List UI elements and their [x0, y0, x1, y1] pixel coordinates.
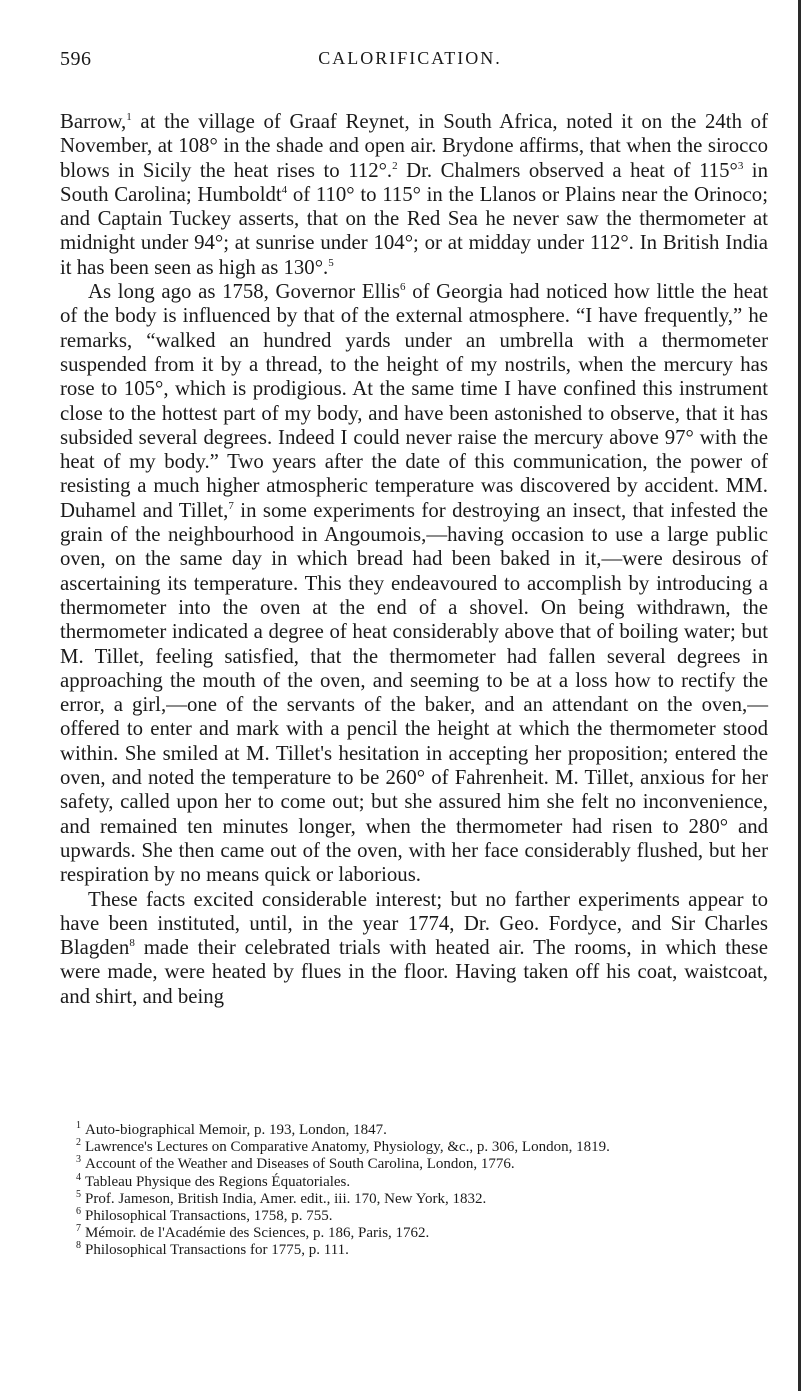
footnote	[60, 1188, 768, 1208]
footnote-ref: 2	[392, 159, 398, 172]
text-run: Barrow,	[60, 110, 127, 133]
footnote-ref: 8	[129, 937, 135, 950]
paragraph	[60, 110, 768, 280]
text-run: Dr. Chalmers observed a heat of 115°	[397, 158, 738, 182]
footnote-ref: 7	[228, 499, 234, 512]
footnote-ref: 4	[281, 183, 288, 196]
footnote-text: Tableau Physique des Regions Équatoriales.	[85, 1173, 351, 1190]
text-run: These facts excited considerable interest; but no farther experiments appear to have been instituted, until, in the year 1774, Dr. Geo. Fordyce, and Sir Charles Blagden	[60, 887, 768, 960]
footnote	[60, 1139, 768, 1156]
footnote-text: Mémoir. de l'Académie des Sciences, p. 186, Paris, 1762.	[85, 1225, 430, 1242]
footnote	[60, 1242, 768, 1259]
footnote-mark: 7	[76, 1223, 81, 1235]
footnote-ref: 5	[328, 256, 334, 269]
footnote	[60, 1171, 768, 1191]
footnote-ref: 6	[400, 281, 406, 294]
footnote-text: Lawrence's Lectures on Comparative Anatomy, Physiology, &c., p. 306, London, 1819.	[85, 1139, 610, 1156]
footnote	[60, 1122, 768, 1139]
footnote-text: Philosophical Transactions, 1758, p. 755.	[85, 1208, 333, 1225]
footnote-ref: 1	[126, 111, 132, 124]
footnote	[60, 1208, 768, 1225]
page-number: 596	[60, 48, 92, 70]
text-run: of Georgia had noticed how little the heat of the body is influenced by that of the external atmosphere. “I have frequently,” he remarks, “walked an hundred yards under an umbrella with a thermometer suspended from it by a thread, to the height of my nostrils, when the mercury has rose to 105°, which is prodigious. At the same time I have confined this instrument close to the hottest part of my body, and have been astonished to observe, that it has subsided several degrees. Indeed I could never raise the mercury above 97° with the heat of my body.” Two years after the date of this communication, the power of resisting a much higher atmospheric temperature was discovered by accident. MM. Duhamel and Tillet,	[60, 280, 768, 522]
footnote-ref: 3	[737, 159, 744, 172]
running-title: CALORIFICATION.	[318, 48, 502, 68]
footnote-text: Account of the Weather and Diseases of South Carolina, London, 1776.	[85, 1156, 515, 1173]
footnote-mark: 3	[76, 1154, 81, 1166]
paragraph	[60, 888, 768, 1009]
footnote-mark: 8	[76, 1240, 81, 1252]
body-text	[60, 110, 768, 1009]
footnote-mark: 2	[76, 1137, 81, 1149]
footnote-mark: 1	[76, 1120, 81, 1131]
page-header	[60, 48, 760, 78]
text-run: made their celebrated trials with heated air. The rooms, in which these were made, were heated by flues in the floor. Having taken off his coat, waistcoat, and shirt, and being	[60, 936, 768, 1008]
footnote-text: Prof. Jameson, British India, Amer. edit., iii. 170, New York, 1832.	[85, 1190, 487, 1207]
footnote-mark: 6	[76, 1206, 81, 1218]
text-run: in some experiments for destroying an insect, that infested the grain of the neighbourhood in Angoumois,—having occasion to use a large public oven, on the same day in which bread had been baked in it,—were desirous of ascertaining its temperature. This they endeavoured to accomplish by introducing a thermometer into the oven at the end of a shovel. On being withdrawn, the thermometer indicated a degree of heat considerably above that of boiling water; but M. Tillet, feeling satisfied, that the thermometer had fallen several degrees in approaching the mouth of the oven, and seeming to be at a loss how to rectify the error, a girl,—one of the servants of the baker, and an attendant on the oven,—offered to enter and mark with a pencil the height at which the thermometer stood within. She smiled at M. Tillet's hesitation in accepting her proposition; entered the oven, and noted the temperature to be 260° of Fahrenheit. M. Tillet, anxious for her safety, called upon her to come out; but she assured him she felt no inconvenience, and remained ten minutes longer, when the thermometer had risen to 280° and upwards. She then came out of the oven, with her face considerably flushed, but her respiration by no means quick or laborious.	[60, 498, 768, 887]
footnote-mark: 4	[76, 1171, 81, 1183]
text-run: at the village of Graaf Reynet, in South Africa, noted it on the 24th of November, at 108° in the shade and open air. Brydone affirms, that when the sirocco blows in Sicily the heat rises to 112°.	[60, 110, 768, 182]
footnote-text: Auto-biographical Memoir, p. 193, London, 1847.	[85, 1122, 387, 1138]
footnotes	[60, 1122, 768, 1260]
paragraph	[60, 280, 768, 887]
text-run: of 110° to 115° in the Llanos or Plains near the Orinoco; and Captain Tuckey asserts, that on the Red Sea he never saw the thermometer at midnight under 94°; at sunrise under 104°; or at midday under 112°. In British India it has been seen as high as 130°.	[60, 182, 768, 279]
footnote-text: Philosophical Transactions for 1775, p. 111.	[85, 1242, 349, 1259]
text-run: As long ago as 1758, Governor Ellis	[88, 280, 401, 304]
footnote	[60, 1225, 768, 1242]
footnote-mark: 5	[76, 1188, 81, 1200]
text-run: in South Carolina; Humboldt	[60, 158, 768, 206]
footnote	[60, 1156, 768, 1173]
